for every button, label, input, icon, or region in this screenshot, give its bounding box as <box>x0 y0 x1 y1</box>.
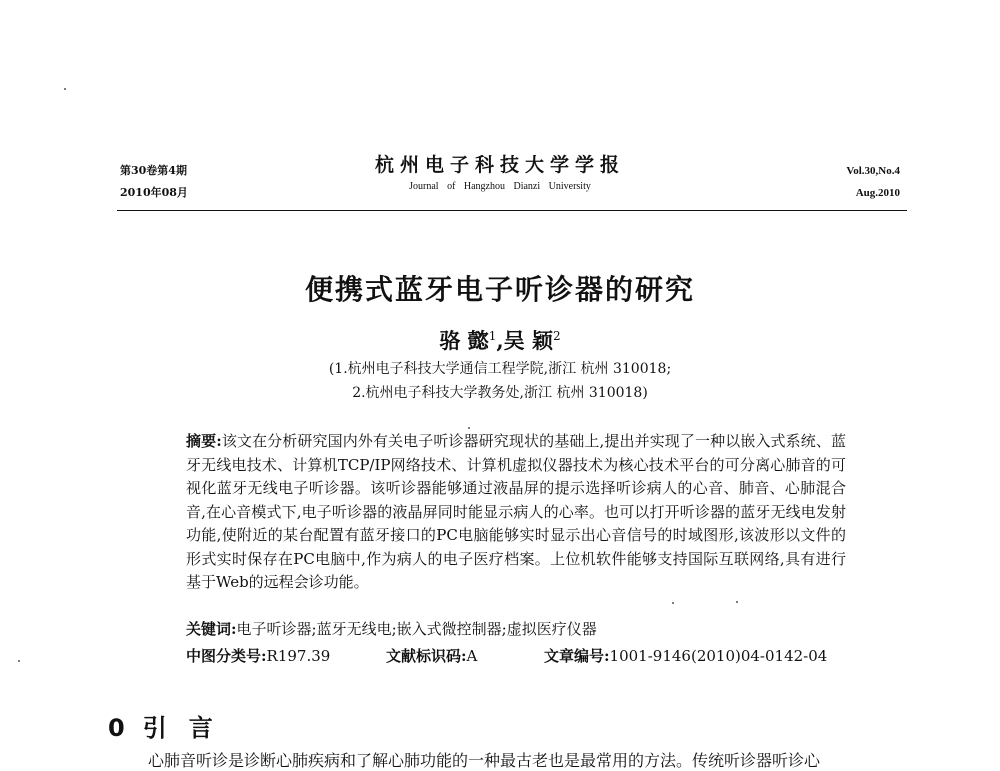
journal-title-en: Journal of Hangzhou Dianzi University <box>409 181 591 192</box>
article-number-label: 文章编号: <box>544 647 610 665</box>
clc-label: 中图分类号: <box>186 647 267 665</box>
doc-code-item <box>386 645 477 666</box>
keywords-text: 电子听诊器;蓝牙无线电;嵌入式微控制器;虚拟医疗仪器 <box>236 620 597 638</box>
keywords <box>186 618 597 639</box>
header-right <box>846 160 900 204</box>
abstract-text: 该文在分析研究国内外有关电子听诊器研究现状的基础上,提出并实现了一种以嵌入式系统、蓝牙无线电技术、计算机TCP/IP网络技术、计算机虚拟仪器技术为核心技术平台的可分离心肺音的可视化蓝牙无线电子听诊器。该听诊器能够通过液晶屏的提示选择听诊病人的心音、肺音、心肺混合音,在心音模式下,电子听诊器的液晶屏同时能显示病人的心率。也可以打开听诊器的蓝牙无线电发射功能,使附近的某台配置有蓝牙接口的PC电脑能够实时显示出心音信号的时域图形,该波形以文件的形式实时保存在PC电脑中,作为病人的电子医疗档案。上位机软件能够支持国际互联网络,具有进行基于Web的远程会诊功能。 <box>186 432 846 591</box>
journal-title-cn: 杭州电子科技大学学报 <box>374 154 625 176</box>
header-rule <box>117 210 907 211</box>
paper-title: 便携式蓝牙电子听诊器的研究 <box>304 273 695 306</box>
body-first-line: 心肺音听诊是诊断心肺疾病和了解心肺功能的一种最古老也是最常用的方法。传统听诊器听诊心 <box>148 751 821 770</box>
volume-cn: 第30卷第4期 <box>120 164 187 177</box>
author-line <box>0 325 1000 355</box>
doc-code-label: 文献标识码: <box>386 647 467 665</box>
article-number-value: 1001-9146(2010)04-0142-04 <box>609 647 828 665</box>
volume-en: Vol.30,No.4 <box>846 165 900 177</box>
section-title: 引言 <box>142 714 235 742</box>
author-1: 骆 懿 <box>439 328 489 353</box>
article-number-item <box>544 645 827 666</box>
scan-speck <box>736 601 738 603</box>
date-en: Aug.2010 <box>855 187 900 199</box>
scan-speck <box>672 602 674 604</box>
keywords-label: 关键词: <box>186 620 237 638</box>
clc-value: R197.39 <box>266 647 331 665</box>
doc-code-value: A <box>466 647 478 665</box>
section-number: 0 <box>108 714 125 742</box>
author-2-sup: 2 <box>552 329 561 343</box>
author-2: 吴 颖 <box>503 328 553 353</box>
affiliation-1: (1.杭州电子科技大学通信工程学院,浙江 杭州 310018; <box>328 361 672 377</box>
author-separator: , <box>496 328 504 353</box>
affiliation-2: 2.杭州电子科技大学教务处,浙江 杭州 310018) <box>352 385 648 401</box>
abstract <box>186 430 846 595</box>
date-cn: 2010年08月 <box>120 186 188 199</box>
scan-speck <box>18 660 20 662</box>
scan-speck <box>64 88 66 90</box>
abstract-label: 摘要: <box>186 432 222 450</box>
section-heading <box>108 708 235 743</box>
author-1-sup: 1 <box>488 329 497 343</box>
scan-speck <box>468 427 470 429</box>
clc-item <box>186 645 330 666</box>
